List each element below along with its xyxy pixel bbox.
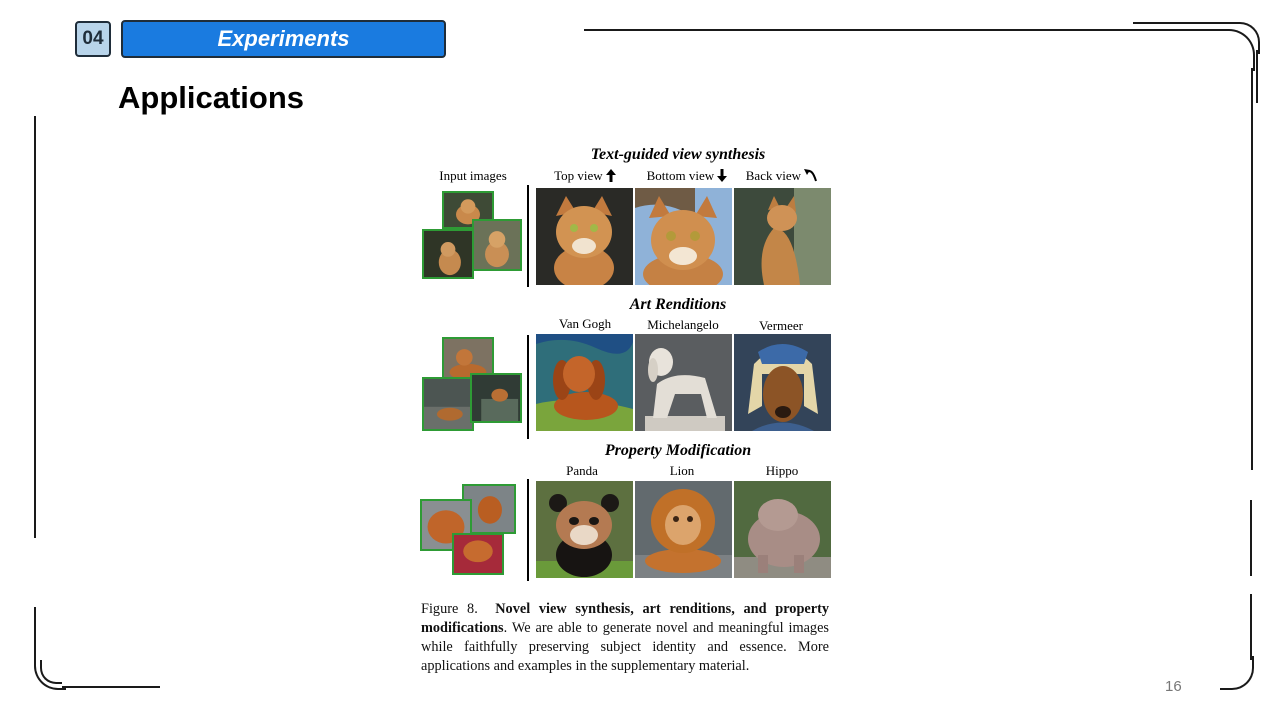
page-title: Applications [118,80,305,115]
label-vermeer: Vermeer [758,318,804,333]
output-van-gogh [536,334,633,431]
label-panda: Panda [566,463,598,478]
label-top-view: Top view [535,168,635,184]
output-panda [536,481,633,578]
output-top-view [536,188,633,285]
input-dog-3 [470,373,522,423]
input-dog-2 [422,377,474,431]
frame-right-line-lower [1250,500,1252,576]
caption-prefix: Figure 8. [421,601,478,617]
output-vermeer [734,334,831,431]
input-cat-2 [422,229,474,279]
frame-left-line-upper [34,116,36,538]
label-back-view: Back view [732,168,832,184]
arrow-down-icon [717,169,727,182]
frame-bottom-line [62,686,160,688]
section-title-banner: Experiments [121,20,446,58]
frame-bottom-right-corner [1220,656,1254,690]
output-lion [635,481,732,578]
frame-right-line-upper [1251,68,1253,470]
caption-bold: Novel view synthesis, art renditions, and property modifications [421,601,830,636]
label-lion: Lion [669,463,695,478]
caption-text: . We are able to generate novel and meaningful images while faithfully preserving subject identity and essence. More applications and examples in the supplementary material. [421,620,829,674]
frame-top-line [584,29,1229,31]
output-michelangelo [635,334,732,431]
section-number-badge: 04 [75,21,111,57]
figure-8 [418,143,834,583]
page-number: 16 [1165,678,1182,695]
row-divider [527,335,529,439]
output-back-view [734,188,831,285]
frame-top-line-outer [1133,22,1239,24]
row-title-view-synthesis: Text-guided view synthesis [590,146,766,163]
label-van-gogh: Van Gogh [558,316,612,331]
frame-right-line-outer [1256,50,1258,103]
input-images-label: Input images [439,168,507,183]
frame-right-line-bottom [1250,594,1252,660]
row-title-art-renditions: Art Renditions [629,296,727,313]
input-cat-3 [472,219,522,271]
arrow-up-icon [606,169,616,182]
row-divider [527,185,529,287]
row-divider [527,479,529,581]
input-chow-3 [452,533,504,575]
output-bottom-view [635,188,732,285]
label-hippo: Hippo [765,463,799,478]
row-title-property-modification: Property Modification [604,442,752,459]
output-hippo [734,481,831,578]
label-bottom-view: Bottom view [633,168,741,184]
figure-caption [421,600,829,676]
label-michelangelo: Michelangelo [647,317,719,332]
arrow-turn-back-icon [804,168,818,182]
